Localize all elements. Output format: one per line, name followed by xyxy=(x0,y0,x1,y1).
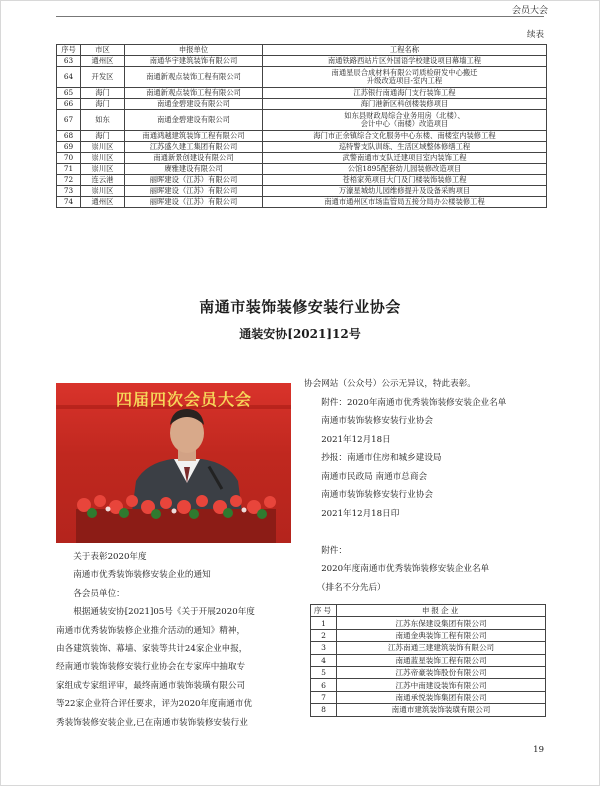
text-line: 南通市优秀装饰装修安装企业的通知 xyxy=(56,570,211,581)
cell-seq: 70 xyxy=(57,153,81,164)
text-line: 家组成专家组评审，最终南通市装饰装璜有限公司 xyxy=(56,680,246,691)
header-divider xyxy=(56,16,544,17)
cell-project: 海门港新区科创楼装修项目 xyxy=(263,99,547,110)
cell-district: 如东 xyxy=(81,110,125,131)
cell-project: 武警南通市支队迁建项目室内装饰工程 xyxy=(263,153,547,164)
right-column-text xyxy=(304,375,550,597)
project-table-header xyxy=(57,45,547,56)
text-line: 关于表彰2020年度 xyxy=(56,552,147,562)
column-header-seq: 序号 xyxy=(311,605,337,617)
column-header-district: 市区 xyxy=(81,45,125,56)
cell-district: 通州区 xyxy=(81,197,125,208)
cell-enterprise: 南通承悦装饰集团有限公司 xyxy=(337,691,546,703)
cell-enterprise: 江苏东保建设集团有限公司 xyxy=(337,617,546,629)
table-row xyxy=(57,186,547,197)
cell-seq: 73 xyxy=(57,186,81,197)
text-line: 附件：2020年南通市优秀装饰装修安装企业名单 xyxy=(304,397,507,408)
cell-applicant: 丽晖建设（江苏）有限公司 xyxy=(125,186,263,197)
cell-enterprise: 江苏帝豪装饰股份有限公司 xyxy=(337,666,546,678)
table-row xyxy=(311,666,546,678)
cell-project: 万濠星城幼儿园维修提升及设备采购项目 xyxy=(263,186,547,197)
cell-seq: 4 xyxy=(311,654,337,666)
notice-body-text xyxy=(56,548,296,732)
project-table xyxy=(56,44,547,208)
cell-enterprise: 江苏中南建设装饰有限公司 xyxy=(337,679,546,691)
table-row xyxy=(57,153,547,164)
table-row xyxy=(57,131,547,142)
cell-district: 开发区 xyxy=(81,67,125,88)
text-line: 各会员单位： xyxy=(56,588,125,599)
cell-applicant: 丽晖建设（江苏）有限公司 xyxy=(125,197,263,208)
table-row xyxy=(57,88,547,99)
cell-seq: 71 xyxy=(57,164,81,175)
cell-seq: 3 xyxy=(311,642,337,654)
table-row xyxy=(57,110,547,131)
cell-district: 海门 xyxy=(81,88,125,99)
table-row xyxy=(311,691,546,703)
cell-district: 崇川区 xyxy=(81,142,125,153)
column-header-project: 工程名称 xyxy=(263,45,547,56)
cell-applicant: 江苏盛久建工集团有限公司 xyxy=(125,142,263,153)
text-line: 2021年12月18日 xyxy=(304,434,391,445)
cell-seq: 68 xyxy=(57,131,81,142)
cell-seq: 64 xyxy=(57,67,81,88)
table-row xyxy=(311,629,546,641)
cell-project: 公馆1895配套幼儿园装修改造项目 xyxy=(263,164,547,175)
cell-district: 连云港 xyxy=(81,175,125,186)
cell-seq: 72 xyxy=(57,175,81,186)
cell-seq: 6 xyxy=(311,679,337,691)
cell-seq: 66 xyxy=(57,99,81,110)
cell-applicant: 南通新观点装饰工程有限公司 xyxy=(125,67,263,88)
text-line: 由各建筑装饰、幕墙、家装等共计24家企业申报， xyxy=(56,644,248,655)
text-line: 南通市装饰装修安装行业协会 xyxy=(304,416,433,426)
cell-enterprise: 南通金典装饰工程有限公司 xyxy=(337,629,546,641)
cell-applicant: 赓雅建设有限公司 xyxy=(125,164,263,175)
cell-enterprise: 南通市建筑装饰装璜有限公司 xyxy=(337,704,546,716)
cell-district: 通州区 xyxy=(81,56,125,67)
cell-applicant: 南通新观点装饰工程有限公司 xyxy=(125,88,263,99)
cell-applicant: 南通金碧建设有限公司 xyxy=(125,99,263,110)
cell-applicant: 南通新景创建设有限公司 xyxy=(125,153,263,164)
table-row xyxy=(311,704,546,716)
column-header-applicant: 申报单位 xyxy=(125,45,263,56)
meeting-banner: 四届四次会员大会 xyxy=(116,390,253,409)
meeting-photo xyxy=(56,383,291,543)
text-line: 协会网站（公众号）公示无异议，特此表彰。 xyxy=(304,379,476,389)
cell-applicant: 丽晖建设（江苏）有限公司 xyxy=(125,175,263,186)
column-header-enterprise: 申报企业 xyxy=(337,605,546,617)
cell-seq: 2 xyxy=(311,629,337,641)
page-number: 19 xyxy=(533,745,544,755)
cell-seq: 67 xyxy=(57,110,81,131)
cell-project: 南通铁路西站片区外国语学校建设项目幕墙工程 xyxy=(263,56,547,67)
table-row xyxy=(57,56,547,67)
table-row xyxy=(311,679,546,691)
cell-district: 崇川区 xyxy=(81,153,125,164)
cell-seq: 1 xyxy=(311,617,337,629)
cell-enterprise: 南通蓝星装饰工程有限公司 xyxy=(337,654,546,666)
text-line: 2021年12月18日印 xyxy=(304,508,400,519)
enterprise-list-table xyxy=(310,604,546,717)
cell-seq: 69 xyxy=(57,142,81,153)
text-line: 经南通市装饰装修安装行业协会在专家库中抽取专 xyxy=(56,662,246,673)
cell-district: 海门 xyxy=(81,99,125,110)
text-line xyxy=(304,523,550,542)
cell-district: 海门 xyxy=(81,131,125,142)
cell-applicant: 南通华宇建筑装饰有限公司 xyxy=(125,56,263,67)
cell-enterprise: 江苏南通三建建筑装饰有限公司 xyxy=(337,642,546,654)
text-line: 等22家企业符合评任要求，评为2020年度南通市优 xyxy=(56,699,253,710)
table-row xyxy=(57,197,547,208)
text-line: 南通市民政局 南通市总商会 xyxy=(304,471,428,482)
table-row xyxy=(57,175,547,186)
cell-seq: 8 xyxy=(311,704,337,716)
cell-project: 南通市通州区市场监管局五接分局办公楼装修工程 xyxy=(263,197,547,208)
cell-applicant: 南通金碧建设有限公司 xyxy=(125,110,263,131)
table-row xyxy=(311,642,546,654)
cell-project: 苍梧家苑项目大门及门楼装饰装修工程 xyxy=(263,175,547,186)
document-number: 通装安协[2021]12号 xyxy=(239,327,361,341)
cell-seq: 63 xyxy=(57,56,81,67)
section-header: 会员大会 xyxy=(511,6,548,16)
text-line: 2020年度南通市优秀装饰装修安装企业名单 xyxy=(304,564,490,574)
text-line: 抄报：南通市住房和城乡建设局 xyxy=(304,453,442,463)
text-line: 根据通装安协[2021]05号《关于开展2020年度 xyxy=(56,607,255,618)
cell-district: 崇川区 xyxy=(81,186,125,197)
text-line: （排名不分先后） xyxy=(304,582,386,593)
cell-seq: 74 xyxy=(57,197,81,208)
text-line: 南通市装饰装修安装行业协会 xyxy=(304,490,433,500)
cell-project: 海门市正余镇综合文化服务中心东楼、南楼室内装修工程 xyxy=(263,131,547,142)
table-row xyxy=(57,67,547,88)
cell-seq: 5 xyxy=(311,666,337,678)
cell-project: 江苏银行南通海门支行装饰工程 xyxy=(263,88,547,99)
cell-seq: 65 xyxy=(57,88,81,99)
enterprise-table-header xyxy=(311,605,546,617)
cell-project: 南通星辰合成材料有限公司质检研发中心搬迁 升级改造项目-室内工程 xyxy=(263,67,547,88)
cell-seq: 7 xyxy=(311,691,337,703)
text-line: 秀装饰装修安装企业,已在南通市装饰装修安装行业 xyxy=(56,717,248,728)
table-row xyxy=(57,142,547,153)
association-title: 南通市装饰装修安装行业协会 xyxy=(199,298,401,316)
table-row xyxy=(311,617,546,629)
table-row xyxy=(57,99,547,110)
table-row xyxy=(57,164,547,175)
cell-district: 崇川区 xyxy=(81,164,125,175)
text-line: 附件： xyxy=(304,545,347,556)
cell-project: 如东县财政局综合业务用房（北楼）、 会计中心（南楼）改造项目 xyxy=(263,110,547,131)
table-row xyxy=(311,654,546,666)
text-line: 南通市优秀装饰装修企业推介活动的通知》精神， xyxy=(56,625,246,636)
cell-project: 巡特警支队训练、生活区域整体修缮工程 xyxy=(263,142,547,153)
continued-label: 续表 xyxy=(526,30,544,40)
column-header-seq: 序号 xyxy=(57,45,81,56)
cell-applicant: 南通鸿越建筑装饰工程有限公司 xyxy=(125,131,263,142)
